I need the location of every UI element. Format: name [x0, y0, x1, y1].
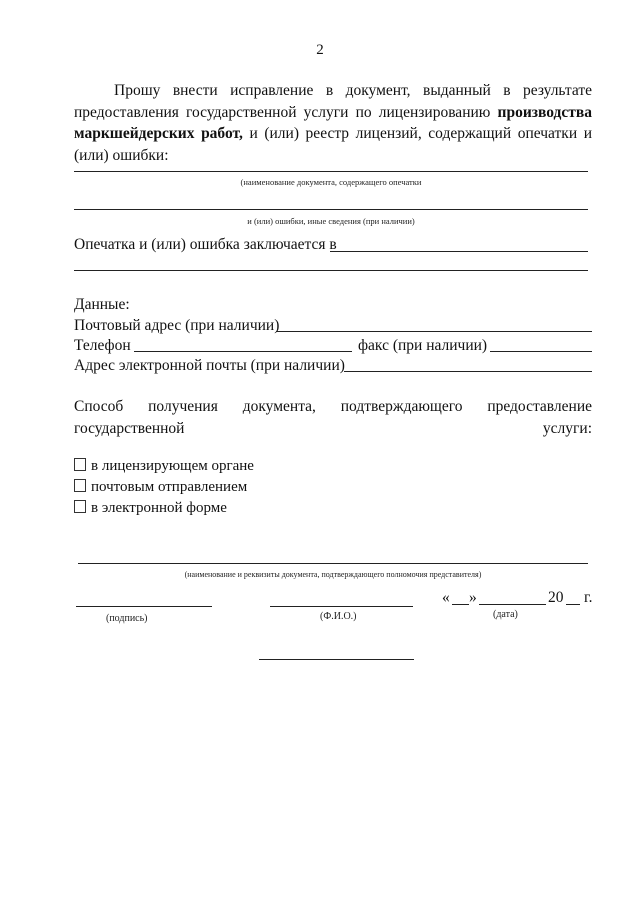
option-label: в лицензирующем органе: [91, 458, 254, 474]
signature-caption: (подпись): [106, 613, 148, 624]
postal-label: Почтовый адрес (при наличии): [74, 317, 280, 334]
date-year-field[interactable]: [566, 604, 580, 605]
date-open-quote: «: [442, 589, 450, 606]
date-year-suffix: г.: [584, 589, 593, 606]
typo-line-2[interactable]: [74, 270, 588, 271]
typo-line[interactable]: [330, 251, 588, 252]
typo-label: Опечатка и (или) ошибка заключается в: [74, 236, 337, 253]
doc-name-line[interactable]: [74, 171, 588, 172]
phone-label: Телефон: [74, 337, 131, 354]
option-electronic[interactable]: [74, 500, 227, 517]
proxy-doc-line[interactable]: [78, 563, 588, 564]
email-field[interactable]: [344, 371, 592, 372]
method-text: Способ получения документа, подтверждающего предоставление государственной услуги:: [74, 398, 592, 437]
option-licensing-authority[interactable]: [74, 458, 254, 475]
date-caption: (дата): [493, 609, 518, 620]
date-month-field[interactable]: [479, 604, 546, 605]
checkbox-icon[interactable]: [74, 479, 86, 492]
signature-line[interactable]: [76, 606, 212, 607]
fax-label: факс (при наличии): [358, 337, 488, 354]
data-title: Данные:: [74, 296, 130, 313]
option-label: в электронной форме: [91, 500, 227, 516]
option-label: почтовым отправлением: [91, 479, 248, 495]
fax-field[interactable]: [490, 351, 592, 352]
fio-caption: (Ф.И.О.): [320, 611, 357, 622]
request-intro: Прошу внести исправление в документ, выданный в результате предоставления государственной услуги по лицензированию: [74, 82, 592, 121]
email-label: Адрес электронной почты (при наличии): [74, 357, 345, 374]
postal-field[interactable]: [276, 331, 592, 332]
proxy-doc-caption: (наименование и реквизиты документа, подтверждающего полномочия представителя): [184, 570, 482, 579]
doc-name-caption: (наименование документа, содержащего опечатки: [240, 177, 422, 187]
option-postal[interactable]: [74, 479, 247, 496]
errors-line[interactable]: [74, 209, 588, 210]
page-number: 2: [316, 42, 324, 58]
checkbox-icon[interactable]: [74, 458, 86, 471]
date-day-field[interactable]: [452, 604, 469, 605]
request-paragraph: [74, 80, 592, 166]
phone-field[interactable]: [134, 351, 352, 352]
request-service-name: производства маркшейдерских работ,: [74, 103, 592, 142]
checkbox-icon[interactable]: [74, 500, 86, 513]
fio-line[interactable]: [270, 606, 413, 607]
request-outro: и (или) реестр лицензий, содержащий опечатки и (или) ошибки:: [74, 125, 592, 164]
errors-caption: и (или) ошибки, иные сведения (при наличии): [247, 216, 415, 226]
date-year-prefix: 20: [548, 589, 564, 606]
bottom-line: [259, 659, 414, 660]
date-close-quote: »: [469, 589, 477, 606]
